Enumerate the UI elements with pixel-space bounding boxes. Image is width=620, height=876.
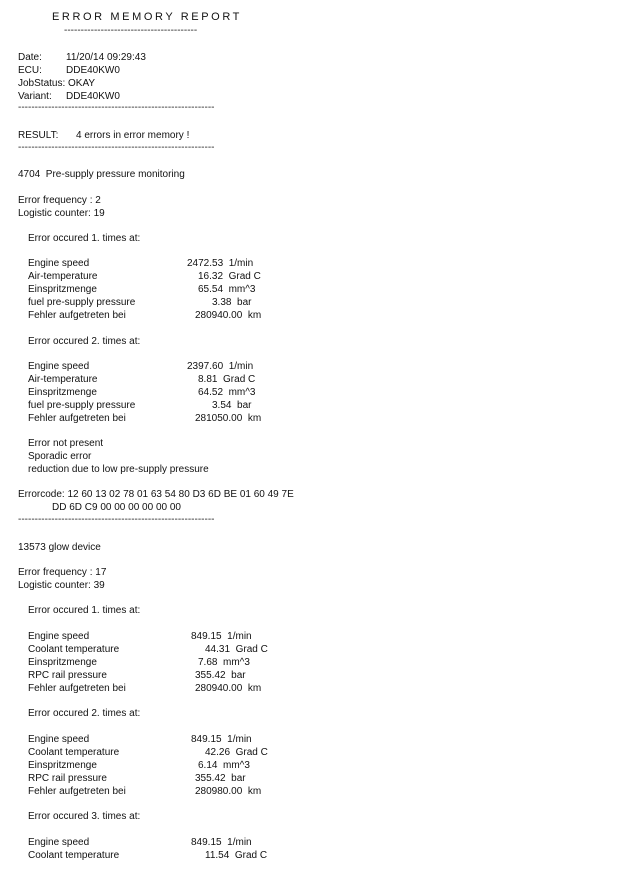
row-label: Engine speed [28, 734, 90, 745]
logistic-counter: Logistic counter: 39 [18, 580, 105, 591]
occurrence-heading: Error occured 2. times at: [28, 708, 141, 719]
row-label: RPC rail pressure [28, 670, 107, 681]
row-label: Einspritzmenge [28, 657, 97, 668]
row-label: Engine speed [28, 361, 90, 372]
row-label: Engine speed [28, 631, 90, 642]
variant-label: Variant: [18, 91, 52, 102]
row-label: Air-temperature [28, 271, 98, 282]
error-title: 13573 glow device [18, 542, 101, 553]
row-label: fuel pre-supply pressure [28, 400, 136, 411]
ecu-value: DDE40KW0 [66, 65, 120, 76]
ecu-label: ECU: [18, 65, 42, 76]
jobstatus-line: JobStatus: OKAY [18, 78, 96, 89]
separator: ----------------------------------------------------------- [18, 142, 215, 153]
row-label: Air-temperature [28, 374, 98, 385]
row-label: RPC rail pressure [28, 773, 107, 784]
row-label: Fehler aufgetreten bei [28, 413, 126, 424]
row-label: Coolant temperature [28, 644, 120, 655]
result-value: 4 errors in error memory ! [76, 130, 190, 141]
error-note: Sporadic error [28, 451, 92, 462]
row-value: 280980.00 km [195, 786, 262, 797]
error-title: 4704 Pre-supply pressure monitoring [18, 169, 185, 180]
row-value: 2397.60 1/min [187, 361, 254, 372]
row-value: 16.32 Grad C [198, 271, 261, 282]
errorcode-line: Errorcode: 12 60 13 02 78 01 63 54 80 D3 6D BE 01 60 49 7E [18, 489, 294, 500]
separator: ----------------------------------------------------------- [18, 102, 215, 113]
row-value: 3.38 bar [212, 297, 252, 308]
row-value: 64.52 mm^3 [198, 387, 256, 398]
row-value: 42.26 Grad C [205, 747, 268, 758]
row-label: Fehler aufgetreten bei [28, 683, 126, 694]
row-label: Engine speed [28, 258, 90, 269]
row-label: Einspritzmenge [28, 387, 97, 398]
row-value: 355.42 bar [195, 773, 246, 784]
error-note: reduction due to low pre-supply pressure [28, 464, 209, 475]
row-label: Coolant temperature [28, 747, 120, 758]
occurrence-heading: Error occured 3. times at: [28, 811, 141, 822]
row-value: 6.14 mm^3 [198, 760, 250, 771]
row-label: Einspritzmenge [28, 284, 97, 295]
row-value: 7.68 mm^3 [198, 657, 250, 668]
row-value: 849.15 1/min [191, 734, 252, 745]
row-label: Engine speed [28, 837, 90, 848]
row-value: 281050.00 km [195, 413, 262, 424]
date-value: 11/20/14 09:29:43 [66, 52, 146, 63]
result-label: RESULT: [18, 130, 59, 141]
row-label: Fehler aufgetreten bei [28, 786, 126, 797]
row-value: 355.42 bar [195, 670, 246, 681]
row-value: 849.15 1/min [191, 631, 252, 642]
error-frequency: Error frequency : 17 [18, 567, 107, 578]
occurrence-heading: Error occured 2. times at: [28, 336, 141, 347]
variant-value: DDE40KW0 [66, 91, 120, 102]
row-value: 2472.53 1/min [187, 258, 254, 269]
title-underline: ---------------------------------------- [64, 25, 198, 36]
logistic-counter: Logistic counter: 19 [18, 208, 105, 219]
date-label: Date: [18, 52, 42, 63]
row-value: 65.54 mm^3 [198, 284, 256, 295]
row-label: Coolant temperature [28, 850, 120, 861]
error-frequency: Error frequency : 2 [18, 195, 101, 206]
row-value: 280940.00 km [195, 310, 262, 321]
occurrence-heading: Error occured 1. times at: [28, 233, 141, 244]
row-value: 3.54 bar [212, 400, 252, 411]
occurrence-heading: Error occured 1. times at: [28, 605, 141, 616]
row-value: 44.31 Grad C [205, 644, 268, 655]
errorcode-line: DD 6D C9 00 00 00 00 00 00 [52, 502, 181, 513]
row-label: fuel pre-supply pressure [28, 297, 136, 308]
row-label: Einspritzmenge [28, 760, 97, 771]
row-value: 8.81 Grad C [198, 374, 256, 385]
report-title: ERROR MEMORY REPORT [52, 11, 242, 23]
row-value: 11.54 Grad C [205, 850, 268, 861]
row-label: Fehler aufgetreten bei [28, 310, 126, 321]
row-value: 280940.00 km [195, 683, 262, 694]
separator: ----------------------------------------------------------- [18, 514, 215, 525]
error-note: Error not present [28, 438, 104, 449]
row-value: 849.15 1/min [191, 837, 252, 848]
